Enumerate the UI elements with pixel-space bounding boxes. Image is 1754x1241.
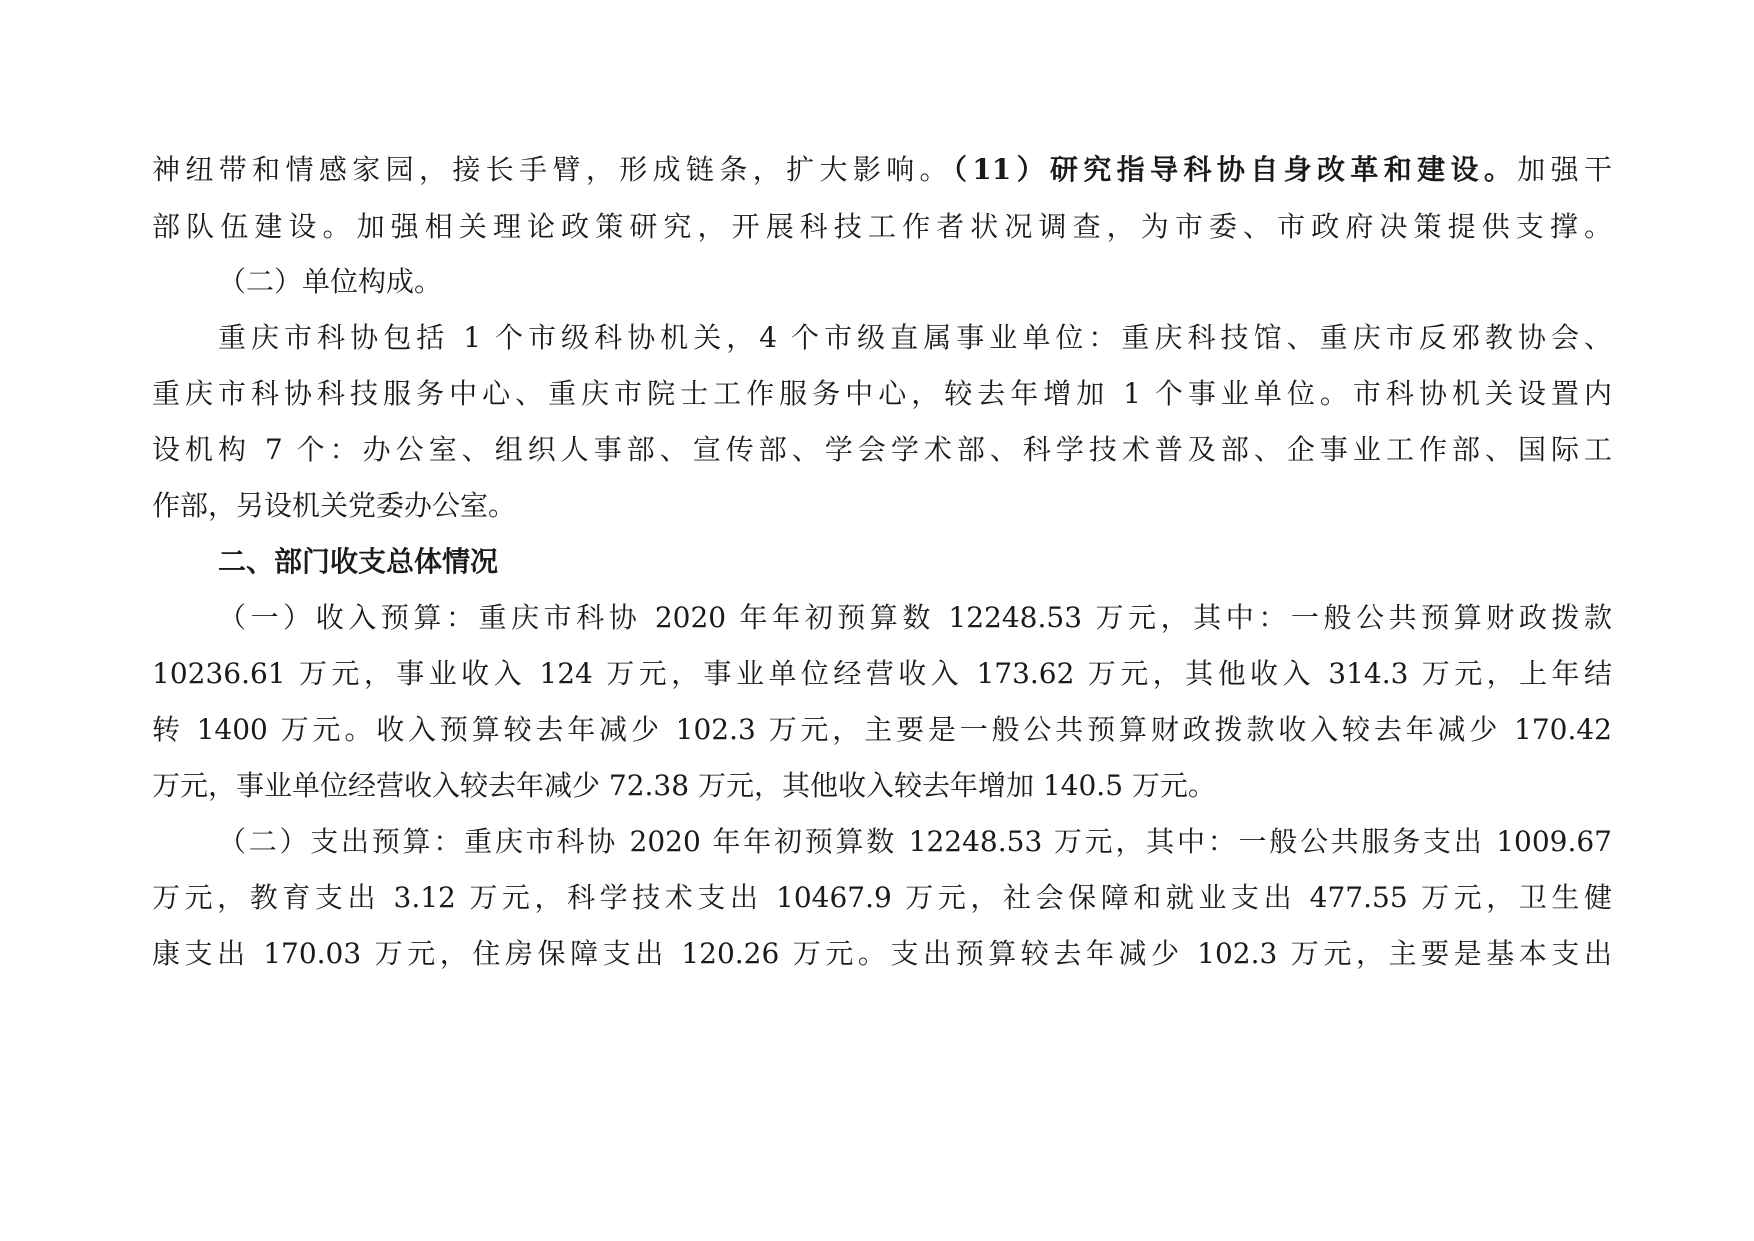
expenditure-budget-line-1: （二）支出预算：重庆市科协 2020 年年初预算数 12248.53 万元，其中：一般公共服务支出 1009.67 bbox=[218, 825, 1612, 858]
income-budget-line-1: （一）收入预算：重庆市科协 2020 年年初预算数 12248.53 万元，其中：一般公共预算财政拨款 bbox=[218, 601, 1612, 634]
item-11-heading: （11）研究指导科协自身改革和建设。 bbox=[952, 153, 1518, 186]
paragraph-line-5: 重庆市科协科技服务中心、重庆市院士工作服务中心，较去年增加 1 个事业单位。市科协机关设置内 bbox=[152, 377, 1612, 410]
income-budget-line-4: 万元，事业单位经营收入较去年减少 72.38 万元，其他收入较去年增加 140.5 万元。 bbox=[152, 769, 1216, 802]
section-unit-composition-heading: （二）单位构成。 bbox=[218, 265, 443, 298]
paragraph-line-7: 作部，另设机关党委办公室。 bbox=[152, 489, 517, 522]
paragraph-line-2: 部队伍建设。加强相关理论政策研究，开展科技工作者状况调查，为市委、市政府决策提供支撑。 bbox=[152, 210, 1612, 243]
paragraph-line-4: 重庆市科协包括 1 个市级科协机关，4 个市级直属事业单位：重庆科技馆、重庆市反邪教协会、 bbox=[218, 321, 1612, 354]
income-budget-line-3: 转 1400 万元。收入预算较去年减少 102.3 万元，主要是一般公共预算财政拨款收入较去年减少 170.42 bbox=[152, 713, 1612, 746]
expenditure-budget-line-2: 万元，教育支出 3.12 万元，科学技术支出 10467.9 万元，社会保障和就业支出 477.55 万元，卫生健 bbox=[152, 881, 1612, 914]
income-budget-line-2: 10236.61 万元，事业收入 124 万元，事业单位经营收入 173.62 万元，其他收入 314.3 万元，上年结 bbox=[152, 657, 1612, 690]
line-1-text-a: 神纽带和情感家园，接长手臂，形成链条，扩大影响。 bbox=[152, 153, 953, 186]
line-1-text-c: 加强干 bbox=[1517, 153, 1612, 186]
paragraph-line-6: 设机构 7 个：办公室、组织人事部、宣传部、学会学术部、科学技术普及部、企事业工作部、国际工 bbox=[152, 433, 1612, 466]
paragraph-line-1 bbox=[152, 150, 1612, 190]
expenditure-budget-line-3: 康支出 170.03 万元，住房保障支出 120.26 万元。支出预算较去年减少 102.3 万元，主要是基本支出 bbox=[152, 937, 1612, 970]
section-two-heading: 二、部门收支总体情况 bbox=[218, 545, 499, 578]
